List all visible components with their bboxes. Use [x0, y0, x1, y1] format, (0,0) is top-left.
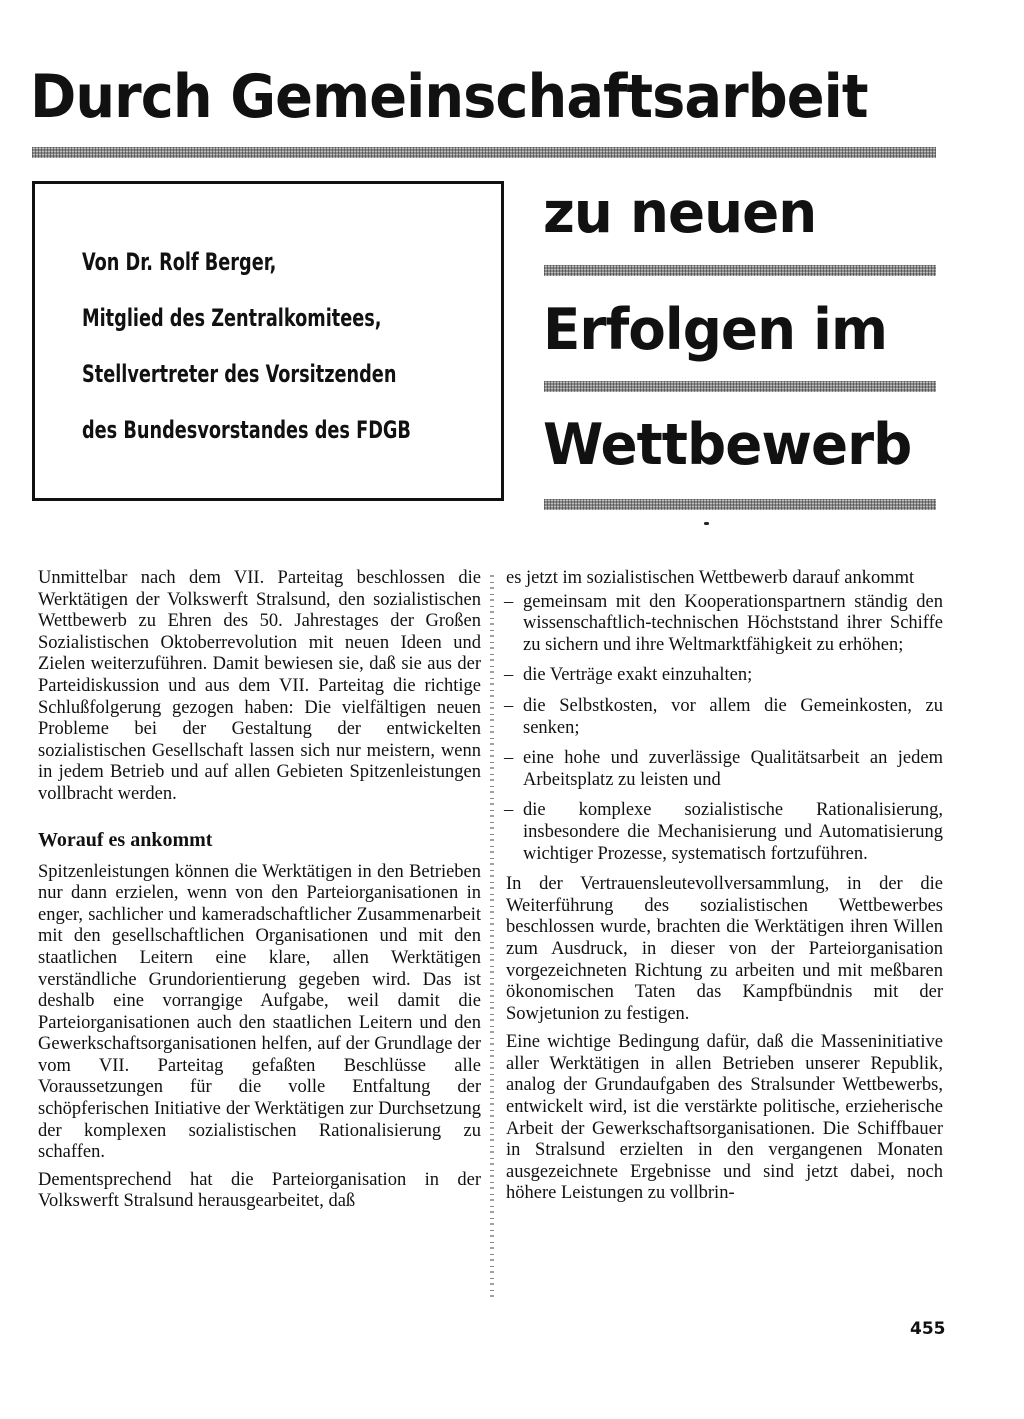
right-column [506, 568, 943, 1205]
title-rule-1 [32, 147, 936, 158]
article-title-line-3: Erfolgen im [543, 297, 888, 363]
list-item-text: eine hohe und zuverlässige Qualitätsarbeit an jedem Arbeitsplatz zu leisten und [523, 748, 943, 790]
title-rule-4 [544, 499, 936, 510]
task-list [506, 592, 943, 866]
list-item-text: gemeinsam mit den Kooperationspartnern ständig den wissenschaftlich-technischen Höchststand ihrer Schiffe zu sichern und ihre Weltmarktfähigkeit zu erhöhen; [523, 591, 943, 655]
list-item [506, 665, 943, 687]
list-item [506, 800, 943, 865]
author-role-2: Stellvertreter des Vorsitzenden [82, 360, 397, 388]
left-paragraph-3: Dementsprechend hat die Parteiorganisation in der Volkswerft Stralsund herausgearbeitet, daß [38, 1169, 481, 1212]
right-paragraph-2: Eine wichtige Bedingung dafür, daß die Masseninitiative aller Werktätigen in allen Betrieben unserer Republik, analog der Grundaufgaben des Stralsunder Wettbewerbs, entwickelt wird, ist die verstärkte politische, erzieherische Arbeit der Gewerkschaftsorganisationen. Die Schiffbauer in Stralsund erzielten in den vergangenen Monaten ausgezeichnete Ergebnisse und sind jetzt dabei, noch höhere Leistungen zu vollbrin- [506, 1032, 943, 1204]
article-title-line-4: Wettbewerb [543, 412, 912, 478]
list-item-text: die Verträge exakt einzuhalten; [523, 665, 753, 686]
dash-marker: – [504, 591, 514, 612]
list-item [506, 696, 943, 739]
author-box [32, 181, 504, 501]
title-rule-3 [544, 381, 936, 392]
dash-marker: – [504, 695, 514, 716]
dash-marker: – [504, 800, 514, 821]
column-divider [490, 575, 494, 1300]
right-paragraph-1: In der Vertrauensleutevollversammlung, in der die Weiterführung des sozialistischen Wettbewerbes beschlossen wurde, brachten die Werktätigen ihren Willen zum Ausdruck, in dieser von der Parteiorganisation vorgezeichneten Richtung zu arbeiten und mit meßbaren ökonomischen Taten das Kampfbündnis mit der Sowjetunion zu festigen. [506, 874, 943, 1024]
left-paragraph-1: Unmittelbar nach dem VII. Parteitag beschlossen die Werktätigen der Volkswerft Stralsund, den sozialistischen Wettbewerb zu Ehren des 50. Jahrestages der Großen Sozialistischen Oktoberrevolution mit neuen Ideen und Zielen weiterzuführen. Damit bewiesen sie, daß sie aus der Parteidiskussion und aus dem VII. Parteitag die richtige Schlußfolgerung gezogen haben: Die vielfältigen neuen Probleme bei der Gestaltung der entwickelten sozialistischen Gesellschaft lassen sich nur meistern, wenn in jedem Betrieb und auf allen Gebieten Spitzenleistungen vollbracht werden. [38, 568, 481, 804]
article-title-line-2: zu neuen [543, 180, 817, 246]
author-role-3: des Bundesvorstandes des FDGB [82, 416, 411, 444]
list-item-text: die komplexe sozialistische Rationalisierung, insbesondere die Mechanisierung und Automatisierung wichtiger Prozesse, systematisch fortzuführen. [523, 800, 943, 864]
page-number: 455 [910, 1319, 946, 1339]
dash-marker: – [504, 748, 514, 769]
list-item [506, 748, 943, 791]
author-name: Von Dr. Rolf Berger, [82, 248, 277, 276]
right-intro: es jetzt im sozialistischen Wettbewerb darauf ankommt [506, 568, 915, 588]
left-paragraph-2: Spitzenleistungen können die Werktätigen in den Betrieben nur dann erzielen, wenn von den Parteiorganisationen in enger, sachlicher und kameradschaftlicher Zusammenarbeit mit den gesellschaftlichen Organisationen und mit den staatlichen Leitern eine klare, allen Werktätigen verständliche Grundorientierung gegeben wird. Das ist deshalb eine vorrangige Aufgabe, weil damit die Parteiorganisationen auch den staatlichen Leitern und den Gewerkschaftsorganisationen helfen, auf der Grundlage der vom VII. Parteitag gefaßten Beschlüsse alle Voraussetzungen für die volle Entfaltung der schöpferischen Initiative der Werktätigen zur Durchsetzung der komplexen sozialistischen Rationalisierung zu schaffen. [38, 861, 481, 1163]
article-title-line-1: Durch Gemeinschaftsarbeit [30, 62, 868, 132]
dash-marker: – [504, 665, 514, 686]
list-item-text: die Selbstkosten, vor allem die Gemeinkosten, zu senken; [523, 695, 943, 738]
print-speck [704, 522, 709, 525]
section-heading: Worauf es ankommt [38, 828, 213, 851]
list-item [506, 592, 943, 657]
author-role-1: Mitglied des Zentralkomitees, [82, 304, 382, 332]
left-column [38, 568, 481, 1213]
title-rule-2 [544, 265, 936, 276]
